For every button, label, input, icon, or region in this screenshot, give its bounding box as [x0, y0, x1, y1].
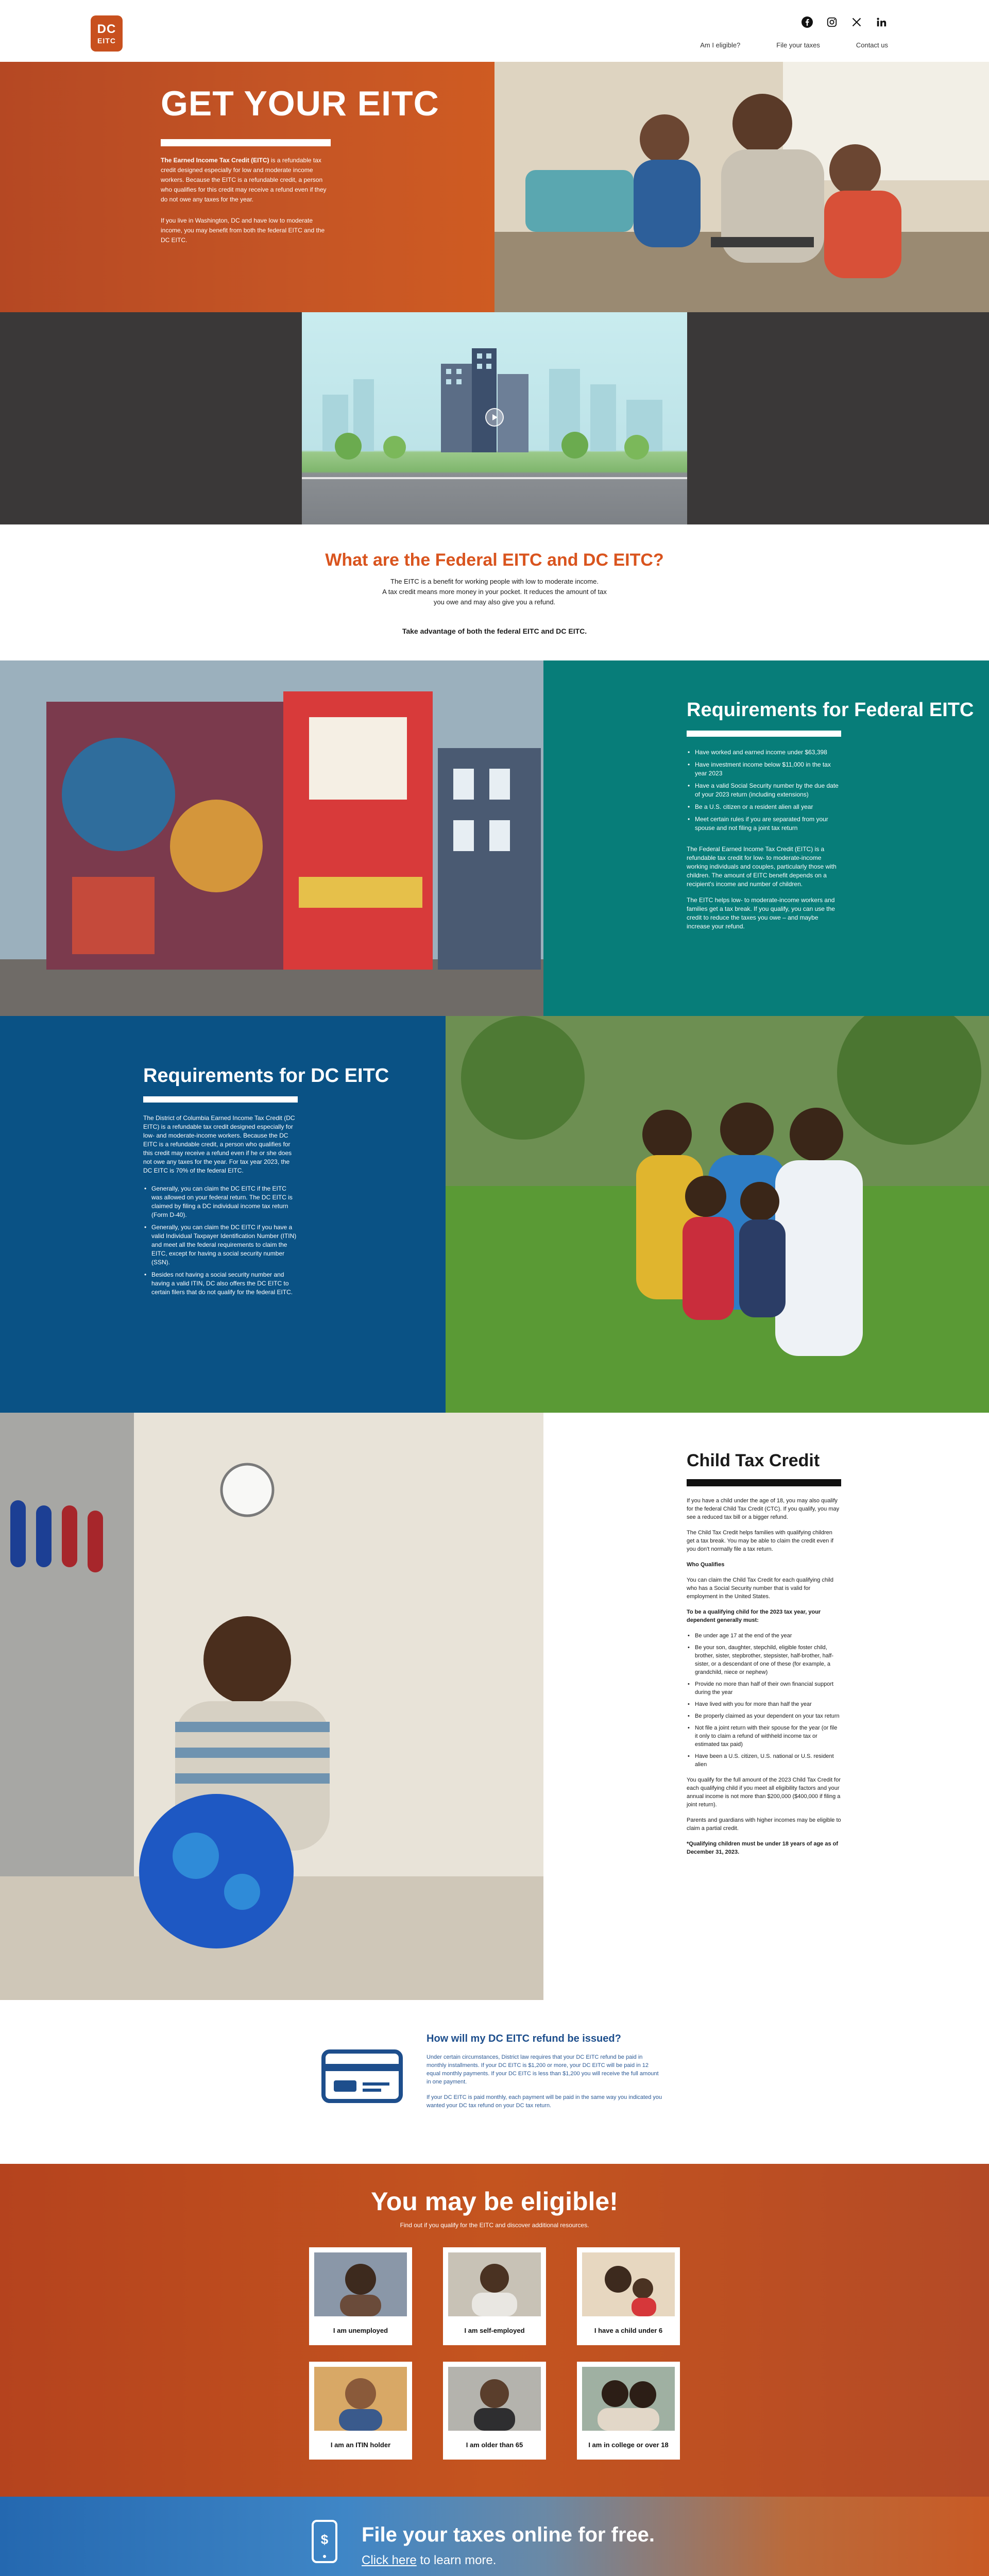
- intro-video[interactable]: [302, 312, 687, 524]
- refund-text-block: [427, 2033, 663, 2117]
- dc-eitc-section: [0, 1016, 989, 1413]
- dc-title: Requirements for DC EITC: [143, 1065, 389, 1087]
- ctc-divider-bar: [687, 1479, 841, 1486]
- list-item: • Be under age 17 at the end of the year: [687, 1632, 841, 1640]
- logo-line-2: EITC: [97, 36, 116, 45]
- list-item: • Be your son, daughter, stepchild, eligible foster child, brother, sister, stepbrother, stepsister, half-brother, half-sister, or a descendant of one of these (for example, a grandchild, niece or nephew): [687, 1643, 841, 1676]
- list-item: • Provide no more than half of their own financial support during the year: [687, 1680, 841, 1697]
- ctc-title: Child Tax Credit: [687, 1451, 820, 1470]
- hero-divider-bar: [161, 139, 331, 146]
- what-line-2: A tax credit means more money in your pocket. It reduces the amount of tax: [382, 588, 607, 596]
- hero-p1-rest: is a refundable tax credit designed especially for low and moderate income workers. Because the EITC is a refundable credit, a person who qualifies for this credit may receive a refund even if they do not owe any taxes for the year.: [161, 157, 327, 203]
- card-college-or-over-18[interactable]: [577, 2362, 680, 2460]
- list-item: • Have been a U.S. citizen, U.S. national or U.S. resident alien: [687, 1752, 841, 1769]
- dc-requirements-panel: [0, 1016, 446, 1413]
- header-social-links: [800, 15, 888, 29]
- mural-building-photo: [0, 660, 543, 1016]
- ctc-who-heading: Who Qualifies: [687, 1562, 725, 1568]
- what-body: [0, 577, 989, 607]
- play-button[interactable]: [485, 408, 504, 427]
- list-item: • Have investment income below $11,000 in the tax year 2023: [687, 760, 841, 778]
- ctc-note: *Qualifying children must be under 18 years of age as of December 31, 2023.: [687, 1841, 839, 1855]
- refund-section: [0, 2000, 989, 2164]
- phone-dollar-icon: [311, 2519, 338, 2564]
- card-photo: [314, 2367, 407, 2431]
- what-are-eitc-section: [0, 524, 989, 660]
- ctc-paragraph-1: If you have a child under the age of 18, you may also qualify for the federal Child Tax Credit (CTC). If you qualify, you may see a reduced tax bill or a bigger refund.: [687, 1498, 840, 1520]
- list-item: • Be properly claimed as your dependent on your tax return: [687, 1712, 841, 1720]
- what-line-1: The EITC is a benefit for working people with low to moderate income.: [390, 578, 599, 585]
- dc-eitc-logo[interactable]: [91, 15, 123, 52]
- boy-painting-globe-photo: [0, 1413, 543, 2000]
- federal-paragraph-1: The Federal Earned Income Tax Credit (EITC) is a refundable tax credit for low- to moderate-income working individuals and couples, particularly those with children. The amount of EITC benefit depends on a recipient's income and number of children.: [687, 845, 837, 888]
- card-unemployed[interactable]: [309, 2247, 412, 2345]
- hero-paragraph-2: If you live in Washington, DC and have low to moderate income, you may benefit from both the federal EITC and the DC EITC.: [161, 217, 325, 244]
- facebook-icon[interactable]: [800, 15, 814, 29]
- child-tax-credit-panel: [543, 1413, 989, 2000]
- hero-family-photo: [494, 62, 989, 312]
- top-nav: [0, 0, 989, 62]
- list-item: • Meet certain rules if you are separated from your spouse and not filing a joint tax return: [687, 815, 841, 833]
- nav-contact-us[interactable]: Contact us: [856, 41, 888, 49]
- hero-section: [0, 62, 989, 312]
- card-photo: [582, 2252, 675, 2316]
- card-photo: [448, 2252, 541, 2316]
- card-older-than-65[interactable]: [443, 2362, 546, 2460]
- ctc-criteria-list: [687, 1632, 841, 1769]
- card-child-under-6[interactable]: [577, 2247, 680, 2345]
- card-label: I am older than 65: [466, 2441, 523, 2449]
- dc-paragraph-1: The District of Columbia Earned Income Tax Credit (DC EITC) is a refundable tax credit designed especially for low- and moderate-income workers. Because the DC EITC is a refundable credit, a person who qualifies for this credit may receive a refund even if he or she does not owe any taxes for the year. For tax year 2023, the DC EITC is 70% of the federal EITC.: [143, 1114, 295, 1174]
- x-icon[interactable]: [850, 15, 863, 29]
- card-label: I have a child under 6: [594, 2327, 663, 2334]
- credit-card-icon: [319, 2046, 407, 2108]
- federal-eitc-section: [0, 660, 989, 1016]
- card-label: I am an ITIN holder: [330, 2441, 391, 2449]
- refund-title: How will my DC EITC refund be issued?: [427, 2033, 621, 2044]
- list-item: • Generally, you can claim the DC EITC if the EITC was allowed on your federal return. The DC EITC is claimed by filing a DC individual income tax return (Form D-40).: [143, 1184, 298, 1219]
- nav-file-your-taxes[interactable]: File your taxes: [776, 41, 820, 49]
- card-label: I am unemployed: [333, 2327, 388, 2334]
- child-tax-credit-section: [0, 1413, 989, 2000]
- eligibility-section: [0, 2164, 989, 2497]
- nav-am-i-eligible[interactable]: Am I eligible?: [700, 41, 741, 49]
- ctc-paragraph-2: The Child Tax Credit helps families with qualifying children get a tax break. You may be able to claim the credit even if you don't normally file a tax return.: [687, 1530, 833, 1552]
- family-selfie-photo: [446, 1016, 989, 1413]
- card-label: I am in college or over 18: [588, 2441, 669, 2449]
- card-photo: [314, 2252, 407, 2316]
- federal-requirements-panel: [543, 660, 989, 1016]
- eligible-subtitle: Find out if you qualify for the EITC and discover additional resources.: [400, 2222, 589, 2229]
- play-icon: [491, 414, 498, 421]
- eligible-title: You may be eligible!: [371, 2187, 618, 2216]
- federal-title: Requirements for Federal EITC: [687, 699, 974, 721]
- federal-requirements-list: [687, 748, 841, 833]
- ctc-paragraph-4: You qualify for the full amount of the 2023 Child Tax Credit for each qualifying child if you meet all eligibility factors and your annual income is not more than $200,000 ($400,000 if filing a joint return).: [687, 1777, 841, 1808]
- list-item: • Besides not having a social security number and having a valid ITIN, DC also offers the DC EITC to certain filers that do not qualify for the federal EITC.: [143, 1270, 298, 1297]
- ctc-paragraph-3: You can claim the Child Tax Credit for each qualifying child who has a Social Security number that is valid for employment in the United States.: [687, 1577, 833, 1600]
- instagram-icon[interactable]: [825, 15, 839, 29]
- eligibility-cards: [0, 2247, 989, 2460]
- list-item: • Not file a joint return with their spouse for the year (or file it only to claim a refund of withheld income tax or estimated tax paid): [687, 1724, 841, 1749]
- ctc-paragraph-5: Parents and guardians with higher incomes may be eligible to claim a partial credit.: [687, 1817, 841, 1832]
- linkedin-icon[interactable]: [875, 15, 888, 29]
- hero-p1-bold: The Earned Income Tax Credit (EITC): [161, 157, 269, 164]
- card-photo: [448, 2367, 541, 2431]
- file-taxes-banner: [0, 2497, 989, 2576]
- video-section: [0, 312, 989, 524]
- federal-divider-bar: [687, 731, 841, 737]
- card-self-employed[interactable]: [443, 2247, 546, 2345]
- svg-text:$: $: [320, 2532, 329, 2547]
- what-bold-line: Take advantage of both the federal EITC and DC EITC.: [402, 627, 587, 635]
- card-label: I am self-employed: [464, 2327, 525, 2334]
- hero-text-panel: [0, 62, 494, 312]
- hero-paragraph-1: [161, 156, 331, 205]
- list-item: • Be a U.S. citizen or a resident alien all year: [687, 803, 841, 811]
- list-item: • Generally, you can claim the DC EITC if you have a valid Individual Taxpayer Identification Number (ITIN) and meet all the federal requirements to claim the EITC, except for having a social security number (SSN).: [143, 1223, 298, 1267]
- main-nav-links: [700, 41, 888, 49]
- click-here-link[interactable]: Click here: [362, 2553, 417, 2567]
- list-item: • Have worked and earned income under $63,398: [687, 748, 841, 757]
- card-photo: [582, 2367, 675, 2431]
- file-title: File your taxes online for free.: [362, 2523, 655, 2546]
- logo-line-1: DC: [97, 22, 116, 36]
- what-line-3: you owe and may also give you a refund.: [433, 598, 556, 606]
- file-subtitle-rest: to learn more.: [416, 2553, 497, 2567]
- dc-requirements-list: [143, 1184, 298, 1297]
- card-itin-holder[interactable]: [309, 2362, 412, 2460]
- what-title: What are the Federal EITC and DC EITC?: [325, 550, 664, 570]
- list-item: • Have a valid Social Security number by the due date of your 2023 return (including extensions): [687, 782, 841, 799]
- hero-title: GET YOUR EITC: [161, 84, 439, 123]
- list-item: • Have lived with you for more than half the year: [687, 1700, 841, 1708]
- refund-paragraph-1: Under certain circumstances, District law requires that your DC EITC refund be paid in monthly installments. If your DC EITC is $1,200 or more, your DC EITC will be paid in 12 equal monthly payments. If your DC EITC is less than $1,200 you will receive the full amount in one payment.: [427, 2054, 659, 2085]
- ctc-criteria-heading: To be a qualifying child for the 2023 tax year, your dependent generally must:: [687, 1609, 821, 1623]
- refund-paragraph-2: If your DC EITC is paid monthly, each payment will be paid in the same way you indicated you wanted your DC tax refund on your DC tax return.: [427, 2094, 662, 2109]
- dc-divider-bar: [143, 1096, 298, 1103]
- file-subtitle: [362, 2553, 496, 2568]
- federal-paragraph-2: The EITC helps low- to moderate-income workers and families get a tax break. If you qualify, you can use the credit to reduce the taxes you owe – and maybe increase your refund.: [687, 896, 835, 930]
